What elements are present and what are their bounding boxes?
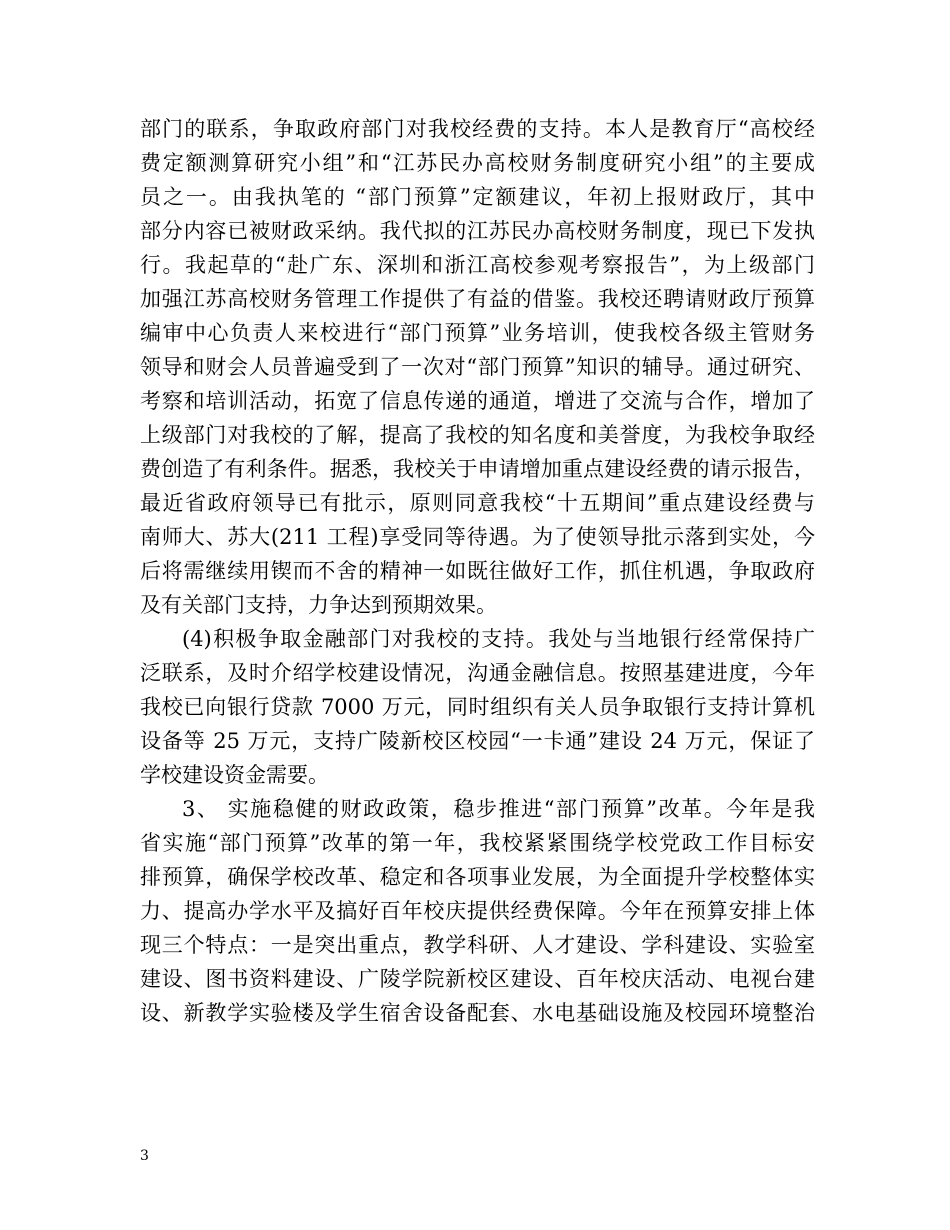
text-line: 3、 实施稳健的财政政策，稳步推进“部门预算”改革。今年是我 — [182, 797, 815, 821]
text-line: 加强江苏高校财务管理工作提供了有益的借鉴。我校还聘请财政厅预算 — [140, 287, 815, 311]
text-line: 最近省政府领导已有批示，原则同意我校“十五期间”重点建设经费与 — [140, 491, 815, 515]
text-line: 南师大、苏大(211 工程)享受同等待遇。为了使领导批示落到实处，今 — [140, 525, 815, 549]
text-line: 建设、图书资料建设、广陵学院新校区建设、百年校庆活动、电视台建 — [140, 967, 815, 991]
text-line: 员之一。由我执笔的 “部门预算”定额建议，年初上报财政厅，其中 — [140, 185, 815, 209]
body-text — [140, 112, 815, 1030]
text-line: 设、新教学实验楼及学生宿舍设备配套、水电基础设施及校园环境整治 — [140, 1001, 815, 1025]
text-line: 费定额测算研究小组”和“江苏民办高校财务制度研究小组”的主要成 — [140, 151, 815, 175]
text-line: (4)积极争取金融部门对我校的支持。我处与当地银行经常保持广 — [182, 627, 815, 651]
text-line: 部分内容已被财政采纳。我代拟的江苏民办高校财务制度，现已下发执 — [140, 219, 815, 243]
text-line: 部门的联系，争取政府部门对我校经费的支持。本人是教育厅“高校经 — [140, 117, 815, 141]
text-line: 设备等 25 万元，支持广陵新校区校园“一卡通”建设 24 万元，保证了 — [140, 729, 815, 753]
text-line: 我校已向银行贷款 7000 万元，同时组织有关人员争取银行支持计算机 — [140, 695, 815, 719]
text-line: 后将需继续用锲而不舍的精神一如既往做好工作，抓住机遇，争取政府 — [140, 559, 815, 583]
page-number: 3 — [140, 1148, 149, 1164]
text-line: 排预算，确保学校改革、稳定和各项事业发展，为全面提升学校整体实 — [140, 865, 815, 889]
text-line: 考察和培训活动，拓宽了信息传递的通道，增进了交流与合作，增加了 — [140, 389, 815, 413]
text-line: 行。我起草的“赴广东、深圳和浙江高校参观考察报告”，为上级部门 — [140, 253, 815, 277]
text-line: 力、提高办学水平及搞好百年校庆提供经费保障。今年在预算安排上体 — [140, 899, 815, 923]
text-line: 上级部门对我校的了解，提高了我校的知名度和美誉度，为我校争取经 — [140, 423, 815, 447]
text-line: 省实施“部门预算”改革的第一年，我校紧紧围绕学校党政工作目标安 — [140, 831, 815, 855]
text-line: 编审中心负责人来校进行“部门预算”业务培训，使我校各级主管财务 — [140, 321, 815, 345]
text-line: 领导和财会人员普遍受到了一次对“部门预算”知识的辅导。通过研究、 — [140, 355, 815, 379]
text-line: 费创造了有利条件。据悉，我校关于申请增加重点建设经费的请示报告， — [140, 457, 815, 481]
text-line: 泛联系，及时介绍学校建设情况，沟通金融信息。按照基建进度，今年 — [140, 661, 815, 685]
text-line: 现三个特点：一是突出重点，教学科研、人才建设、学科建设、实验室 — [140, 933, 815, 957]
text-line: 学校建设资金需要。 — [140, 763, 329, 787]
text-line: 及有关部门支持，力争达到预期效果。 — [140, 593, 497, 617]
